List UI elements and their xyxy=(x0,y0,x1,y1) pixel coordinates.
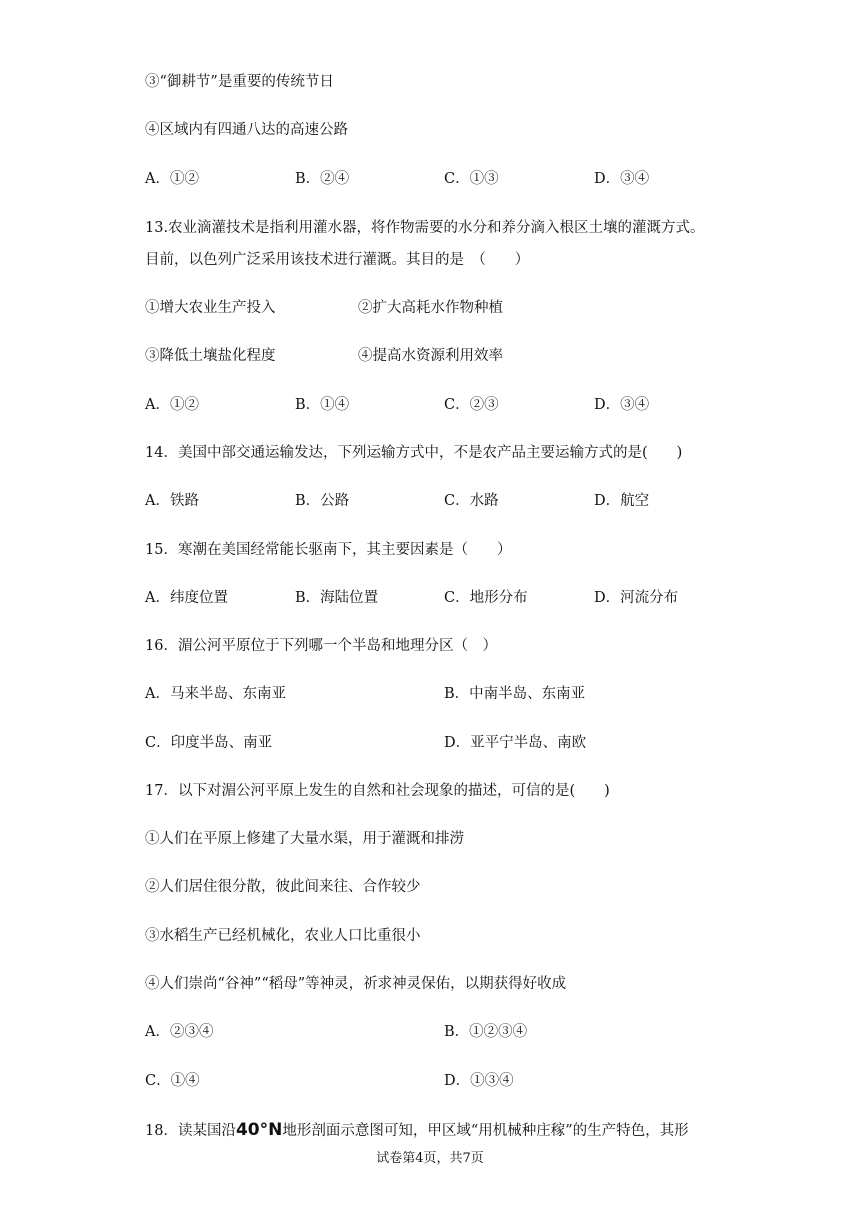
q14-option-d: D．航空 xyxy=(594,493,650,509)
q13-option-c: C．②③ xyxy=(444,397,499,413)
q17-statement-3: ③水稻生产已经机械化，农业人口比重很小 xyxy=(145,928,421,944)
q12-option-a: A．①② xyxy=(145,171,199,187)
q13-statement-4: ④提高水资源利用效率 xyxy=(358,348,503,364)
q13-statement-1: ①增大农业生产投入 xyxy=(145,300,276,316)
q12-statement-4: ④区域内有四通八达的高速公路 xyxy=(145,122,348,138)
q17-option-b: B．①②③④ xyxy=(444,1024,528,1040)
q15-option-b: B．海陆位置 xyxy=(295,590,379,606)
q17-option-c: C．①④ xyxy=(145,1073,200,1089)
q12-statement-3: ③“御耕节”是重要的传统节日 xyxy=(145,74,334,90)
q13-statement-2: ②扩大高耗水作物种植 xyxy=(358,300,503,316)
q13-statement-3: ③降低土壤盐化程度 xyxy=(145,348,276,364)
q13-stem-line-1: 13.农业滴灌技术是指利用灌水器，将作物需要的水分和养分滴入根区土壤的灌溉方式。 xyxy=(145,220,705,236)
q15-option-a: A．纬度位置 xyxy=(145,590,228,606)
q15-option-c: C．地形分布 xyxy=(444,590,528,606)
q17-stem: 17．以下对湄公河平原上发生的自然和社会现象的描述，可信的是( ) xyxy=(145,783,610,799)
q14-option-c: C．水路 xyxy=(444,493,499,509)
q13-stem-line-2: 目前，以色列广泛采用该技术进行灌溉。其目的是 （ ） xyxy=(145,252,530,268)
q13-option-d: D．③④ xyxy=(594,397,650,413)
q12-option-b: B．②④ xyxy=(295,171,350,187)
q17-statement-4: ④人们崇尚“谷神”“稻母”等神灵，祈求神灵保佑，以期获得好收成 xyxy=(145,976,567,992)
q17-option-d: D．①③④ xyxy=(444,1073,514,1089)
q12-option-d: D．③④ xyxy=(594,171,650,187)
q15-stem: 15．寒潮在美国经常能长驱南下，其主要因素是（ ） xyxy=(145,542,512,558)
q17-option-a: A．②③④ xyxy=(145,1024,214,1040)
q12-option-c: C．①③ xyxy=(444,171,499,187)
q18-stem-prefix: 18．读某国沿 xyxy=(145,1123,236,1139)
q18-stem xyxy=(145,1120,689,1141)
q15-option-d: D．河流分布 xyxy=(594,590,679,606)
q17-statement-1: ①人们在平原上修建了大量水渠，用于灌溉和排涝 xyxy=(145,831,464,847)
q16-stem: 16．湄公河平原位于下列哪一个半岛和地理分区（ ） xyxy=(145,638,497,654)
q14-stem: 14．美国中部交通运输发达，下列运输方式中，不是农产品主要运输方式的是( ) xyxy=(145,445,683,461)
q14-option-b: B．公路 xyxy=(295,493,350,509)
q13-option-b: B．①④ xyxy=(295,397,350,413)
q16-option-c: C．印度半岛、南亚 xyxy=(145,735,273,751)
q14-option-a: A．铁路 xyxy=(145,493,199,509)
q16-option-a: A．马来半岛、东南亚 xyxy=(145,686,286,702)
q13-option-a: A．①② xyxy=(145,397,199,413)
q18-stem-suffix: 地形剖面示意图可知，甲区域“用机械种庄稼”的生产特色，其形 xyxy=(282,1123,689,1139)
q16-option-d: D．亚平宁半岛、南欧 xyxy=(444,735,587,751)
q16-option-b: B．中南半岛、东南亚 xyxy=(444,686,586,702)
q17-statement-2: ②人们居住很分散，彼此间来往、合作较少 xyxy=(145,879,421,895)
q18-latitude: 40°N xyxy=(235,1120,283,1140)
page-footer: 试卷第4页，共7页 xyxy=(376,1151,484,1166)
